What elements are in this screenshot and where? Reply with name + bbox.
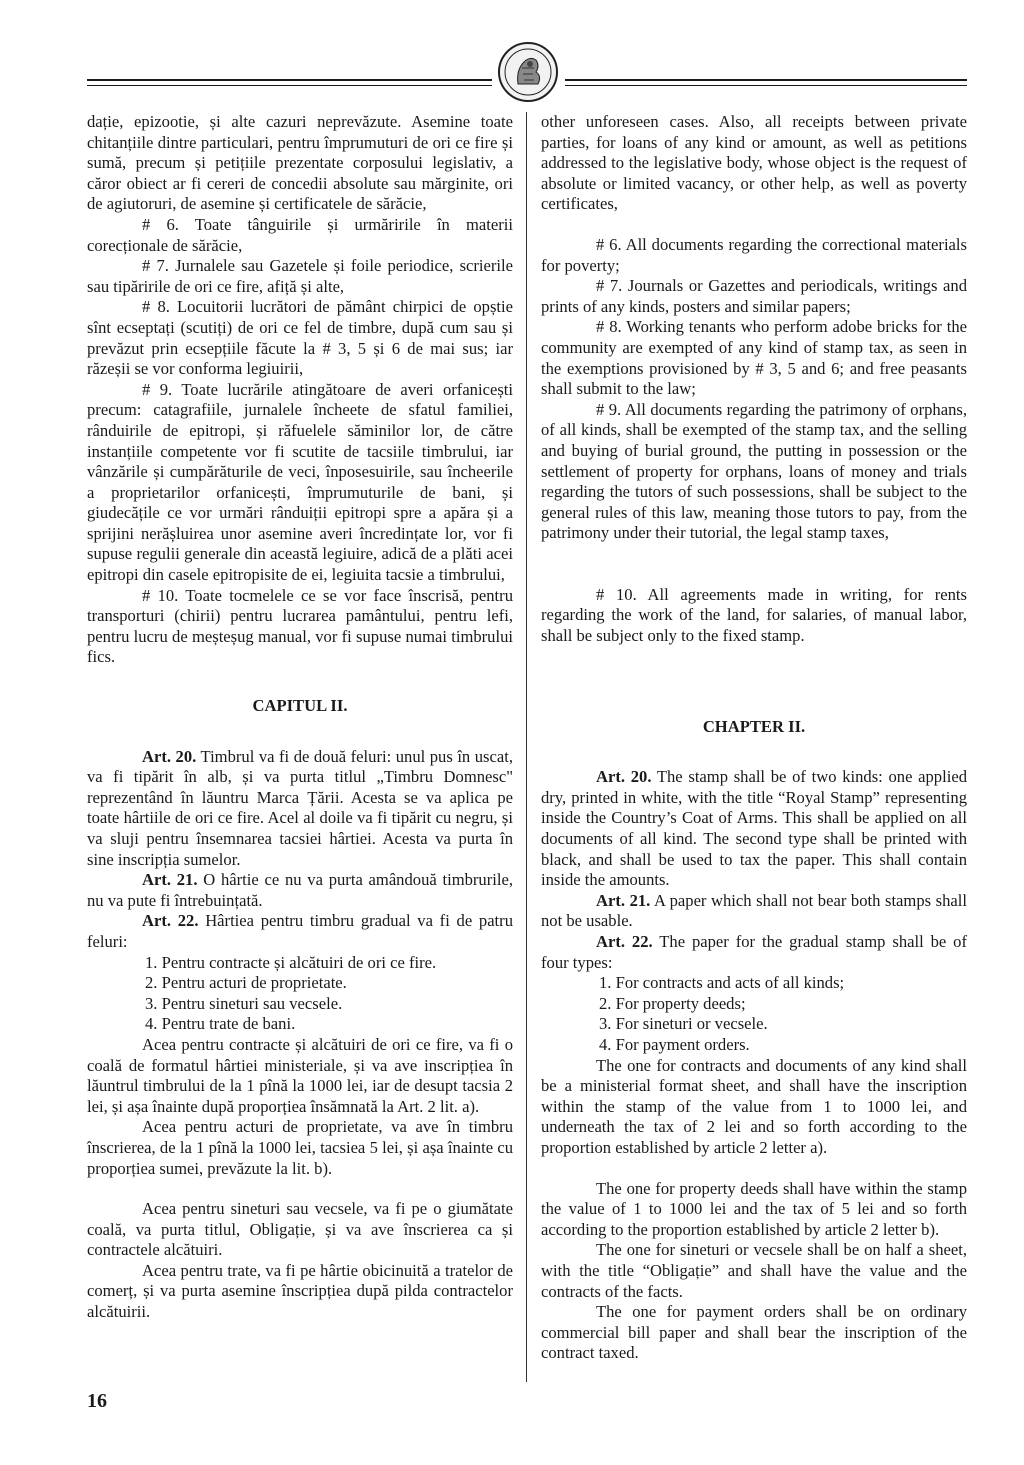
en-list-item: 3. For sineturi or vecsele. (599, 1014, 768, 1034)
en-paragraph-payment-orders: The one for payment orders shall be on ordinary commercial bill paper and shall bear the inscription of the contract taxed. (541, 1302, 967, 1363)
page-number: 16 (87, 1390, 107, 1412)
en-section-7: # 7. Journals or Gazettes and periodicals, writings and prints of any kinds, posters and similar papers; (541, 276, 967, 316)
ro-list-item: 1. Pentru contracte și alcătuiri de ori ce fire. (145, 952, 437, 972)
en-list-item: 2. For property deeds; (599, 993, 746, 1013)
en-article-20 (541, 767, 967, 891)
romanian-column (87, 112, 513, 1323)
column-divider (526, 112, 527, 1382)
en-paragraph-sineturi: The one for sineturi or vecsele shall be on half a sheet, with the title “Obligație” and shall have the value and the contracts of the facts. (541, 1240, 967, 1301)
ro-chapter-heading: CAPITUL II. (252, 696, 348, 716)
ro-paragraph-property: Acea pentru acturi de proprietate, va ave în timbru înscrierea, de la 1 pînă la 1000 lei, tacsiea 5 lei, și așa înainte cu proporțiea sumei, prevăzute la lit. b). (87, 1117, 513, 1178)
en-section-6: # 6. All documents regarding the correctional materials for poverty; (541, 234, 967, 275)
ro-article-21-text: O hârtie ce nu va purta amândouă timbrurile, nu va pute fi întrebuințată. (87, 870, 513, 910)
ro-intro-paragraph: dație, epizootie, și alte cazuri neprevăzute. Asemine toate chitanțiile dintre particulari, pentru împrumuturi de ori ce fire și sumă, precum și petițiile prezentate corposului legislativ, a căror obiect ar fi cereri de concedii absolute sau mărginite, ori de agiutoruri, de asemine și certificatele de sărăcie, (87, 112, 513, 214)
ro-paragraph-sineturi: Acea pentru sineturi sau vecsele, va fi pe o giumătate coală, va purta titlul, Obligație, și va ave înscrierea ca și contractele alcătuiri. (87, 1199, 513, 1260)
en-list-item: 4. For payment orders. (599, 1034, 750, 1054)
en-paragraph-contracts: The one for contracts and documents of any kind shall be a ministerial format sheet, and shall have the inscription within the stamp of the value from 1 to 1000 lei, and underneath the tax of 2 lei and so forth according to the proportion established by article 2 letter a). (541, 1055, 967, 1157)
en-article-22 (541, 932, 967, 973)
ro-list-item: 3. Pentru sineturi sau vecsele. (145, 993, 343, 1013)
en-intro-paragraph: other unforeseen cases. Also, all receipts between private parties, for loans of any kind or amount, as well as petitions addressed to the legislative body, whose object is the request of absolute or limited vacancy, or other help, as well as poverty certificates, (541, 112, 967, 214)
ro-article-22 (87, 911, 513, 952)
ro-section-8: # 8. Locuitorii lucrători de pământ chirpici de opștie sînt ecseptați (scutiți) de ori ce fel de timbre, după cum sau și prevăzut prin ecsepțiile făcute la # 3, 5 și 6 de mai sus; iar răzeșii se vor conforma legiuirii, (87, 297, 513, 379)
ro-section-9: # 9. Toate lucrările atingătoare de averi orfanicești precum: catagrafiile, jurnalele încheete de sfatul familiei, rânduirile de epitropi, și răfuelele săminilor lor, de către instanțiile competente vor fi scutite de tacsiile timbrului, iar vânzările și cumpărăturile de veci, înposesuirile, sau încheerile a proprietarilor orfanicești, împrumuturile de bani, și giudecățile ce vor urmări rânduiții epitropi spre a apăra și a sprijini nerășluirea unor asemine averi încredințate lor, vor fi supuse regulii generale din această legiuire, adică de a plăti acei epitropi din casele epitropisite de ei, legiuita tacsie a timbrului, (87, 379, 513, 585)
ro-article-22-label: Art. 22. (142, 911, 199, 931)
en-article-22-label: Art. 22. (596, 932, 653, 951)
ro-section-6: # 6. Toate tânguirile și urmăririle în materii corecționale de sărăcie, (87, 214, 513, 255)
ro-paragraph-contracts: Acea pentru contracte și alcătuiri de ori ce fire, va fi o coală de formatul hârtiei ministeriale, și va ave inscripțiea în lăuntrul timbrului de la 1 pînă la 1000 lei, iar de desupt tacsia 2 lei, și așa înainte după proporțiea însămnată la Art. 2 lit. a). (87, 1034, 513, 1116)
header-rule-left-bottom (87, 85, 492, 86)
header-rule-right-bottom (565, 85, 967, 86)
header-rule-left-top (87, 79, 492, 81)
ro-list-item: 2. Pentru acturi de proprietate. (145, 973, 347, 993)
en-article-20-label: Art. 20. (596, 767, 652, 787)
header-rule-right-top (565, 79, 967, 81)
ro-article-21-label: Art. 21. (142, 870, 198, 890)
en-article-20-text: The stamp shall be of two kinds: one applied dry, printed in white, with the title “Royal Stamp” representing inside the Country’s Coat of Arms. This shall be applied on all documents of all kind. The second type shall be printed with black, and shall be used to tax the paper. This shall contain inside the amounts. (541, 767, 967, 890)
ro-article-21 (87, 870, 513, 911)
en-article-22-text: The paper for the gradual stamp shall be of four types: (541, 932, 967, 972)
ro-article-20 (87, 747, 513, 871)
en-list-item: 1. For contracts and acts of all kinds; (599, 973, 845, 993)
en-paragraph-property: The one for property deeds shall have within the stamp the value of 1 to 1000 lei and the tax of 5 lei and so forth according to the proportion established by article 2 letter b). (541, 1178, 967, 1239)
ro-paragraph-trate: Acea pentru trate, va fi pe hârtie obicinuită a tratelor de comerț, și va purta asemine înscripțiea după pilda contractelor alcătuirii. (87, 1260, 513, 1322)
en-section-8: # 8. Working tenants who perform adobe bricks for the community are exempted of any kind of stamp tax, as seen in the exemptions provisioned by # 3, 5 and 6; and free peasants shall submit to the law; (541, 317, 967, 399)
ro-section-10: # 10. Toate tocmelele ce se vor face înscrisă, pentru transporturi (chirii) pentru lucrarea pamântului, pentru lefi, pentru lucru de meșteșug manual, vor fi supuse numai timbrului fics. (87, 585, 513, 667)
en-section-9: # 9. All documents regarding the patrimony of orphans, of all kinds, shall be exempted of the stamp tax, and the selling and buying of burial ground, the putting in possession or the settlement of property for orphans, loans of money and trials regarding the tutors of such possessions, shall be subject to the general rules of this law, meaning those tutors to pay, from the patrimony under their tutorial, the legal stamp taxes, (541, 399, 967, 543)
en-article-21-text: A paper which shall not bear both stamps shall not be usable. (541, 890, 967, 931)
en-section-10: # 10. All agreements made in writing, for rents regarding the work of the land, for salaries, of manual labor, shall be subject only to the fixed stamp. (541, 584, 967, 646)
en-article-21-label: Art. 21. (596, 890, 651, 910)
ro-article-22-text: Hârtiea pentru timbru gradual va fi de patru feluri: (87, 911, 513, 951)
coat-of-arms-emblem-icon (496, 40, 560, 104)
english-column (541, 112, 967, 1364)
ro-section-7: # 7. Jurnalele sau Gazetele și foile periodice, scrierile sau tipăririle de ori ce fire, afiță și alte, (87, 256, 513, 296)
en-article-21 (541, 891, 967, 932)
ro-article-20-label: Art. 20. (142, 746, 197, 766)
en-chapter-heading: CHAPTER II. (702, 716, 806, 736)
ro-list-item: 4. Pentru trate de bani. (145, 1014, 296, 1034)
ro-article-20-text: Timbrul va fi de două feluri: unul pus în uscat, va fi tipărit în alb, și va purta titlul „Timbru Domnesc" reprezentând în lăuntru Marca Țării. Acesta se va aplica pe toate hârtiile de ori ce fire. Acel al doile va fi tipărit cu negru, și va sluji pentru însemnarea tacsiei hârtiei. Acesta va purta în sine inscripția sumelor. (87, 746, 513, 869)
